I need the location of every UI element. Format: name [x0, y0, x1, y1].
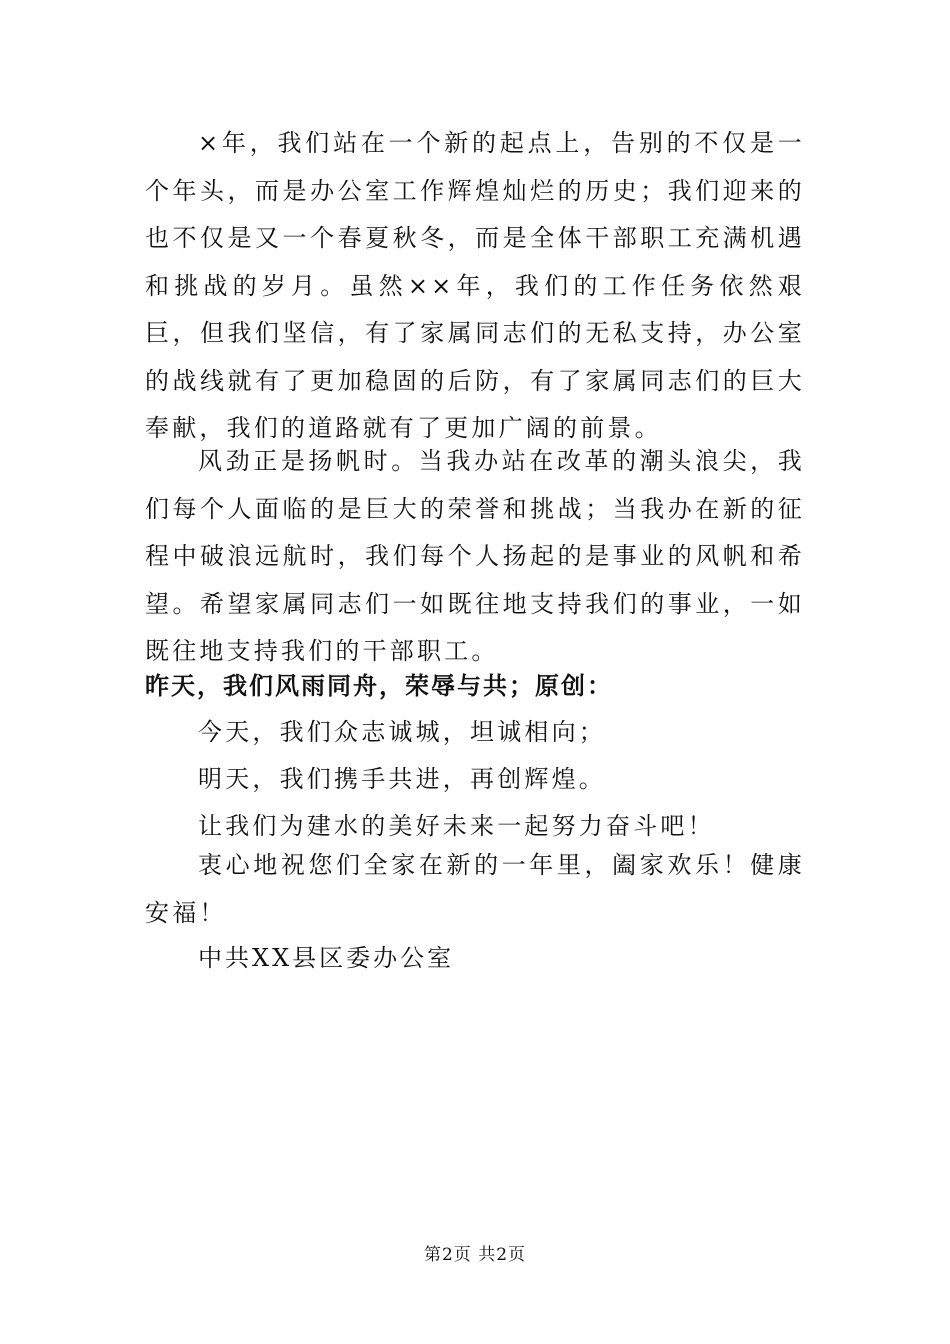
paragraph-new-starting-point: ×年，我们站在一个新的起点上，告别的不仅是一个年头，而是办公室工作辉煌灿烂的历史；我们迎来的也不仅是又一个春夏秋冬，而是全体干部职工充满机遇和挑战的岁月。虽然××年，我们的工作任务依然艰巨，但我们坚信，有了家属同志们的无私支持，办公室的战线就有了更加稳固的后防，有了家属同志们的巨大奉献，我们的道路就有了更加广阔的前景。 — [145, 129, 805, 442]
page-footer: 第2页 共2页 — [423, 1245, 527, 1265]
signature: 中共XX县区委办公室 — [198, 944, 455, 972]
paragraph-set-sail: 风劲正是扬帆时。当我办站在改革的潮头浪尖，我们每个人面临的是巨大的荣誉和挑战；当我办在新的征程中破浪远航时，我们每个人扬起的是事业的风帆和希望。希望家属同志们一如既往地支持我们的事业，一如既往地支持我们的干部职工。 — [145, 447, 805, 665]
line-future: 让我们为建水的美好未来一起努力奋斗吧！ — [198, 812, 715, 840]
paragraph-wish: 衷心地祝您们全家在新的一年里，阖家欢乐！健康安福！ — [145, 851, 805, 927]
bold-line-yesterday: 昨天，我们风雨同舟，荣辱与共；原创： — [145, 671, 613, 700]
line-today: 今天，我们众志诚城，坦诚相向； — [198, 718, 606, 746]
line-tomorrow: 明天，我们携手共进，再创辉煌。 — [198, 765, 606, 793]
